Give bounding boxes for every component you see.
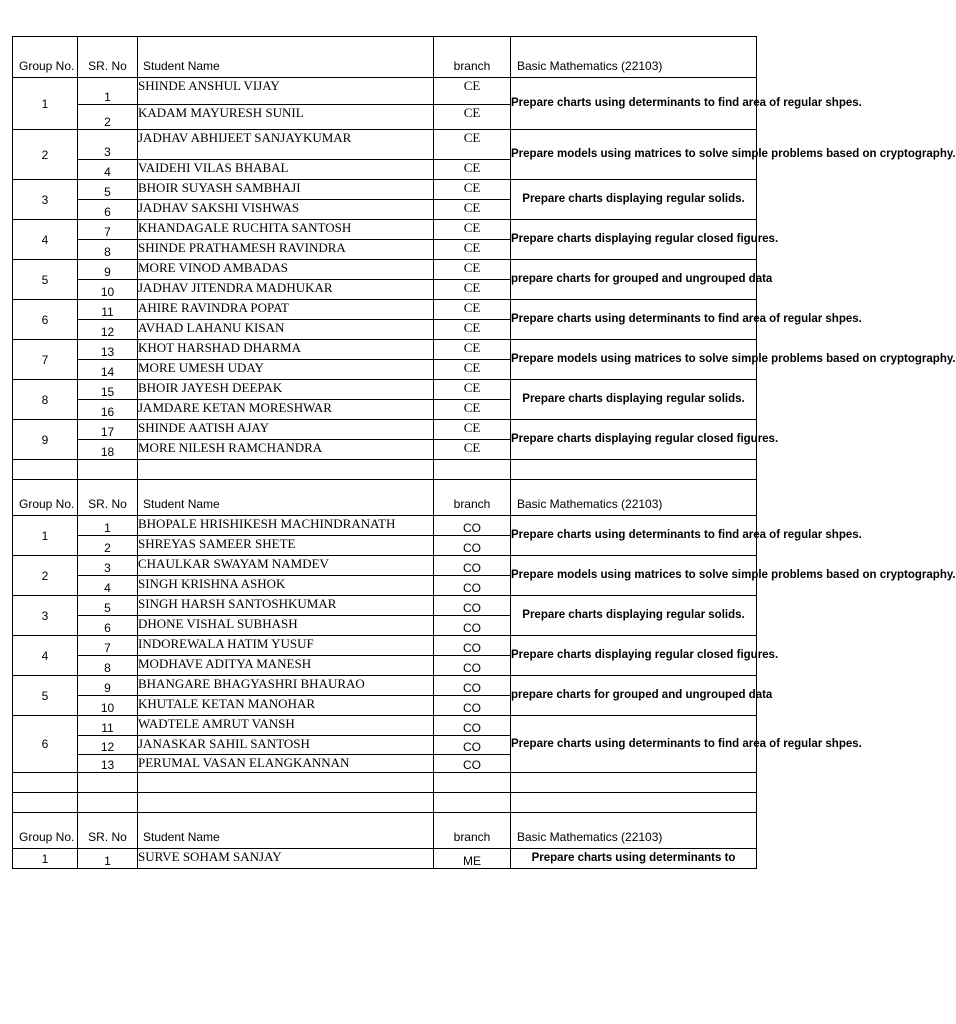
student-row [13,78,757,105]
branch-code: CE [434,380,511,400]
header-student-name: Student Name [138,37,434,78]
branch-code: CE [434,340,511,360]
serial-number: 2 [78,536,138,556]
student-name: JAMDARE KETAN MORESHWAR [138,400,434,420]
serial-number: 6 [78,616,138,636]
student-name: AHIRE RAVINDRA POPAT [138,300,434,320]
student-row [13,380,757,400]
student-name: MORE UMESH UDAY [138,360,434,380]
empty-cell [138,773,434,793]
student-row [13,516,757,536]
empty-cell [78,460,138,480]
serial-number: 1 [78,849,138,869]
header-branch: branch [434,480,511,516]
group-number: 1 [13,78,78,130]
branch-code: CE [434,180,511,200]
branch-code: CO [434,616,511,636]
empty-cell [511,793,757,813]
student-name: JANASKAR SAHIL SANTOSH [138,736,434,755]
group-number: 5 [13,676,78,716]
header-subject: Basic Mathematics (22103) [511,813,757,849]
student-row [13,340,757,360]
student-name: MORE VINOD AMBADAS [138,260,434,280]
header-branch: branch [434,813,511,849]
group-number: 5 [13,260,78,300]
empty-cell [434,793,511,813]
student-name: SURVE SOHAM SANJAY [138,849,434,869]
serial-number: 15 [78,380,138,400]
student-name: JADHAV ABHIJEET SANJAYKUMAR [138,130,434,160]
student-name: JADHAV JITENDRA MADHUKAR [138,280,434,300]
group-number: 4 [13,636,78,676]
header-student-name: Student Name [138,813,434,849]
branch-code: CO [434,755,511,773]
student-name: MORE NILESH RAMCHANDRA [138,440,434,460]
project-topic: Prepare charts displaying regular closed figures. [511,220,757,260]
branch-code: CO [434,576,511,596]
project-topic: Prepare charts using determinants to [511,849,757,869]
serial-number: 13 [78,340,138,360]
group-number: 3 [13,180,78,220]
header-branch: branch [434,37,511,78]
branch-code: CE [434,240,511,260]
student-row [13,716,757,736]
project-topic: Prepare charts displaying regular closed figures. [511,420,757,460]
branch-code: CE [434,360,511,380]
student-row [13,260,757,280]
student-row [13,596,757,616]
branch-code: CO [434,716,511,736]
serial-number: 4 [78,576,138,596]
student-name: CHAULKAR SWAYAM NAMDEV [138,556,434,576]
serial-number: 14 [78,360,138,380]
student-group-sheet [12,36,956,869]
project-topic: Prepare charts displaying regular closed figures. [511,636,757,676]
student-row [13,300,757,320]
student-name: BHOIR JAYESH DEEPAK [138,380,434,400]
project-topic: Prepare models using matrices to solve simple problems based on cryptography. [511,556,757,596]
student-name: BHANGARE BHAGYASHRI BHAURAO [138,676,434,696]
branch-code: CO [434,636,511,656]
serial-number: 10 [78,696,138,716]
serial-number: 1 [78,78,138,105]
group-number: 8 [13,380,78,420]
student-row [13,676,757,696]
serial-number: 3 [78,556,138,576]
branch-code: CE [434,160,511,180]
serial-number: 17 [78,420,138,440]
project-topic: Prepare charts displaying regular solids. [511,380,757,420]
empty-cell [13,460,78,480]
serial-number: 18 [78,440,138,460]
header-sr-no: SR. No [78,813,138,849]
header-student-name: Student Name [138,480,434,516]
empty-row [13,460,757,480]
student-name: VAIDEHI VILAS BHABAL [138,160,434,180]
serial-number: 5 [78,596,138,616]
branch-code: CE [434,130,511,160]
serial-number: 12 [78,320,138,340]
header-group-no: Group No. [13,37,78,78]
student-row [13,636,757,656]
serial-number: 10 [78,280,138,300]
student-name: SHINDE AATISH AJAY [138,420,434,440]
group-number: 9 [13,420,78,460]
branch-code: CO [434,556,511,576]
student-name: KHANDAGALE RUCHITA SANTOSH [138,220,434,240]
serial-number: 4 [78,160,138,180]
empty-cell [13,773,78,793]
serial-number: 12 [78,736,138,755]
empty-cell [138,460,434,480]
student-name: SHREYAS SAMEER SHETE [138,536,434,556]
branch-code: ME [434,849,511,869]
header-subject: Basic Mathematics (22103) [511,37,757,78]
empty-cell [511,773,757,793]
group-number: 4 [13,220,78,260]
empty-row [13,773,757,793]
group-number: 2 [13,556,78,596]
serial-number: 8 [78,656,138,676]
branch-code: CO [434,516,511,536]
student-group-table [12,36,956,869]
student-name: AVHAD LAHANU KISAN [138,320,434,340]
project-topic: Prepare models using matrices to solve simple problems based on cryptography. [511,340,757,380]
branch-code: CO [434,676,511,696]
branch-code: CE [434,78,511,105]
serial-number: 9 [78,260,138,280]
serial-number: 13 [78,755,138,773]
project-topic: Prepare charts using determinants to find area of regular shpes. [511,716,757,773]
project-topic: Prepare charts using determinants to find area of regular shpes. [511,300,757,340]
serial-number: 6 [78,200,138,220]
project-topic: Prepare charts using determinants to find area of regular shpes. [511,78,757,130]
serial-number: 11 [78,300,138,320]
serial-number: 2 [78,105,138,130]
header-subject: Basic Mathematics (22103) [511,480,757,516]
serial-number: 1 [78,516,138,536]
branch-code: CE [434,400,511,420]
student-name: SHINDE ANSHUL VIJAY [138,78,434,105]
serial-number: 7 [78,220,138,240]
group-number: 6 [13,300,78,340]
serial-number: 9 [78,676,138,696]
branch-code: CE [434,105,511,130]
student-name: KADAM MAYURESH SUNIL [138,105,434,130]
student-name: JADHAV SAKSHI VISHWAS [138,200,434,220]
project-topic: Prepare charts using determinants to find area of regular shpes. [511,516,757,556]
student-name: SHINDE PRATHAMESH RAVINDRA [138,240,434,260]
branch-code: CO [434,596,511,616]
student-name: KHOT HARSHAD DHARMA [138,340,434,360]
student-row [13,420,757,440]
header-row [13,37,757,78]
branch-code: CE [434,300,511,320]
student-name: DHONE VISHAL SUBHASH [138,616,434,636]
group-number: 3 [13,596,78,636]
serial-number: 7 [78,636,138,656]
project-topic: Prepare charts displaying regular solids. [511,180,757,220]
student-name: MODHAVE ADITYA MANESH [138,656,434,676]
branch-code: CE [434,320,511,340]
empty-cell [434,460,511,480]
empty-cell [434,773,511,793]
student-name: PERUMAL VASAN ELANGKANNAN [138,755,434,773]
group-number: 6 [13,716,78,773]
group-number: 1 [13,516,78,556]
student-name: WADTELE AMRUT VANSH [138,716,434,736]
serial-number: 8 [78,240,138,260]
empty-cell [13,793,78,813]
empty-cell [78,793,138,813]
branch-code: CE [434,220,511,240]
project-topic: prepare charts for grouped and ungrouped data [511,676,757,716]
header-group-no: Group No. [13,813,78,849]
student-name: BHOPALE HRISHIKESH MACHINDRANATH [138,516,434,536]
branch-code: CO [434,656,511,676]
student-row [13,130,757,160]
serial-number: 11 [78,716,138,736]
empty-cell [78,773,138,793]
serial-number: 3 [78,130,138,160]
branch-code: CE [434,420,511,440]
student-row [13,220,757,240]
empty-cell [138,793,434,813]
group-number: 1 [13,849,78,869]
student-row [13,180,757,200]
student-name: SINGH KRISHNA ASHOK [138,576,434,596]
branch-code: CO [434,696,511,716]
empty-row [13,793,757,813]
group-number: 7 [13,340,78,380]
header-group-no: Group No. [13,480,78,516]
branch-code: CO [434,536,511,556]
project-topic: prepare charts for grouped and ungrouped data [511,260,757,300]
serial-number: 16 [78,400,138,420]
empty-cell [511,460,757,480]
student-name: SINGH HARSH SANTOSHKUMAR [138,596,434,616]
branch-code: CE [434,280,511,300]
header-sr-no: SR. No [78,480,138,516]
student-name: BHOIR SUYASH SAMBHAJI [138,180,434,200]
student-name: KHUTALE KETAN MANOHAR [138,696,434,716]
group-number: 2 [13,130,78,180]
branch-code: CO [434,736,511,755]
serial-number: 5 [78,180,138,200]
header-row [13,813,757,849]
student-row [13,556,757,576]
branch-code: CE [434,200,511,220]
header-sr-no: SR. No [78,37,138,78]
branch-code: CE [434,260,511,280]
project-topic: Prepare models using matrices to solve simple problems based on cryptography. [511,130,757,180]
header-row [13,480,757,516]
student-name: INDOREWALA HATIM YUSUF [138,636,434,656]
branch-code: CE [434,440,511,460]
project-topic: Prepare charts displaying regular solids. [511,596,757,636]
student-row [13,849,757,869]
